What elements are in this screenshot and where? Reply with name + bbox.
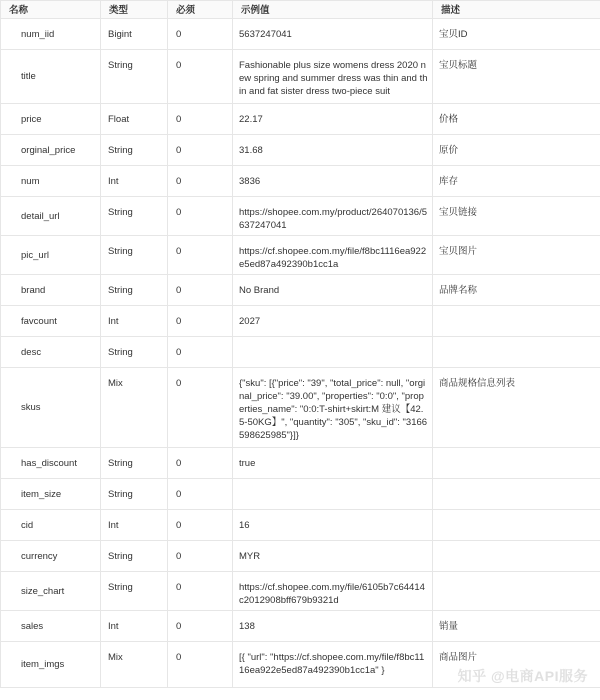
- cell-example: 22.17: [233, 104, 433, 135]
- header-example: 示例值: [233, 1, 433, 19]
- cell-type: String: [101, 236, 168, 275]
- cell-required: 0: [168, 135, 233, 166]
- cell-type: String: [101, 448, 168, 479]
- cell-type: String: [101, 541, 168, 572]
- cell-desc: 商品规格信息列表: [433, 368, 600, 448]
- header-type: 类型: [101, 1, 168, 19]
- cell-required: 0: [168, 642, 233, 688]
- cell-name: num_iid: [1, 19, 101, 50]
- cell-desc: 品牌名称: [433, 275, 600, 306]
- cell-example: [233, 337, 433, 368]
- cell-required: 0: [168, 479, 233, 510]
- cell-example: Fashionable plus size womens dress 2020 new spring and summer dress was thin and thin and fat sister dress two-piece suit: [233, 50, 433, 104]
- table-row: [1, 104, 600, 135]
- cell-required: 0: [168, 337, 233, 368]
- cell-type: Int: [101, 510, 168, 541]
- cell-example: No Brand: [233, 275, 433, 306]
- table-row: [1, 50, 600, 104]
- cell-type: Mix: [101, 642, 168, 688]
- cell-type: Mix: [101, 368, 168, 448]
- table-row: [1, 337, 600, 368]
- cell-desc: [433, 572, 600, 611]
- cell-type: Int: [101, 306, 168, 337]
- table-row: [1, 479, 600, 510]
- table-row: [1, 306, 600, 337]
- cell-example: [233, 479, 433, 510]
- cell-name: sales: [1, 611, 101, 642]
- table-row: [1, 541, 600, 572]
- cell-name: size_chart: [1, 572, 101, 611]
- cell-name: brand: [1, 275, 101, 306]
- cell-desc: 宝贝图片: [433, 236, 600, 275]
- table-row: [1, 236, 600, 275]
- cell-type: Bigint: [101, 19, 168, 50]
- table-row: [1, 611, 600, 642]
- cell-name: cid: [1, 510, 101, 541]
- table-row: [1, 510, 600, 541]
- cell-name: price: [1, 104, 101, 135]
- header-required: 必须: [168, 1, 233, 19]
- cell-name: item_imgs: [1, 642, 101, 688]
- cell-example: https://cf.shopee.com.my/file/6105b7c64414c2012908bff679b9321d: [233, 572, 433, 611]
- table-row: [1, 275, 600, 306]
- cell-type: Int: [101, 166, 168, 197]
- cell-example: 5637247041: [233, 19, 433, 50]
- cell-type: Int: [101, 611, 168, 642]
- cell-desc: 销量: [433, 611, 600, 642]
- header-description: 描述: [433, 1, 600, 19]
- cell-desc: 宝贝链接: [433, 197, 600, 236]
- cell-required: 0: [168, 50, 233, 104]
- cell-required: 0: [168, 19, 233, 50]
- table-row: [1, 368, 600, 448]
- cell-desc: [433, 337, 600, 368]
- cell-example: https://cf.shopee.com.my/file/f8bc1116ea922e5ed87a492390b1cc1a: [233, 236, 433, 275]
- cell-name: title: [1, 50, 101, 104]
- cell-desc: 宝贝ID: [433, 19, 600, 50]
- cell-example: {"sku": [{"price": "39", "total_price": null, "orginal_price": "39.00", "properties": "0:0", "properties_name": "0:0:T-shirt+skirt:M 建议【42.5-50KG】", "quantity": "305", "sku_id": "3166598625985"}]}: [233, 368, 433, 448]
- cell-example: true: [233, 448, 433, 479]
- table-row: [1, 572, 600, 611]
- cell-example: 3836: [233, 166, 433, 197]
- cell-name: num: [1, 166, 101, 197]
- cell-required: 0: [168, 104, 233, 135]
- cell-desc: 价格: [433, 104, 600, 135]
- cell-example: 138: [233, 611, 433, 642]
- header-name: 名称: [1, 1, 101, 19]
- cell-example: 31.68: [233, 135, 433, 166]
- cell-name: has_discount: [1, 448, 101, 479]
- cell-desc: 库存: [433, 166, 600, 197]
- cell-required: 0: [168, 611, 233, 642]
- table-row: [1, 166, 600, 197]
- cell-type: String: [101, 50, 168, 104]
- cell-desc: [433, 510, 600, 541]
- cell-name: pic_url: [1, 236, 101, 275]
- cell-example: https://shopee.com.my/product/264070136/5637247041: [233, 197, 433, 236]
- cell-type: String: [101, 572, 168, 611]
- cell-type: String: [101, 337, 168, 368]
- cell-required: 0: [168, 368, 233, 448]
- cell-name: detail_url: [1, 197, 101, 236]
- table-row: [1, 448, 600, 479]
- cell-type: String: [101, 135, 168, 166]
- cell-desc: [433, 306, 600, 337]
- cell-desc: 商品图片: [433, 642, 600, 688]
- header-row: [1, 1, 600, 19]
- cell-required: 0: [168, 236, 233, 275]
- watermark: 知乎 @电商API服务: [457, 668, 588, 684]
- cell-name: desc: [1, 337, 101, 368]
- cell-example: 2027: [233, 306, 433, 337]
- cell-name: item_size: [1, 479, 101, 510]
- cell-example: [{ "url": "https://cf.shopee.com.my/file/f8bc1116ea922e5ed87a492390b1cc1a" }: [233, 642, 433, 688]
- cell-type: String: [101, 275, 168, 306]
- cell-name: skus: [1, 368, 101, 448]
- table-row: [1, 197, 600, 236]
- cell-required: 0: [168, 166, 233, 197]
- table-row: [1, 135, 600, 166]
- cell-desc: 原价: [433, 135, 600, 166]
- cell-desc: [433, 541, 600, 572]
- cell-type: Float: [101, 104, 168, 135]
- cell-name: currency: [1, 541, 101, 572]
- cell-example: MYR: [233, 541, 433, 572]
- cell-required: 0: [168, 197, 233, 236]
- cell-required: 0: [168, 275, 233, 306]
- cell-required: 0: [168, 541, 233, 572]
- cell-required: 0: [168, 510, 233, 541]
- cell-desc: [433, 448, 600, 479]
- table-row: [1, 19, 600, 50]
- cell-name: orginal_price: [1, 135, 101, 166]
- cell-name: favcount: [1, 306, 101, 337]
- cell-desc: [433, 479, 600, 510]
- cell-type: String: [101, 197, 168, 236]
- cell-required: 0: [168, 306, 233, 337]
- cell-type: String: [101, 479, 168, 510]
- cell-required: 0: [168, 448, 233, 479]
- cell-desc: 宝贝标题: [433, 50, 600, 104]
- cell-example: 16: [233, 510, 433, 541]
- cell-required: 0: [168, 572, 233, 611]
